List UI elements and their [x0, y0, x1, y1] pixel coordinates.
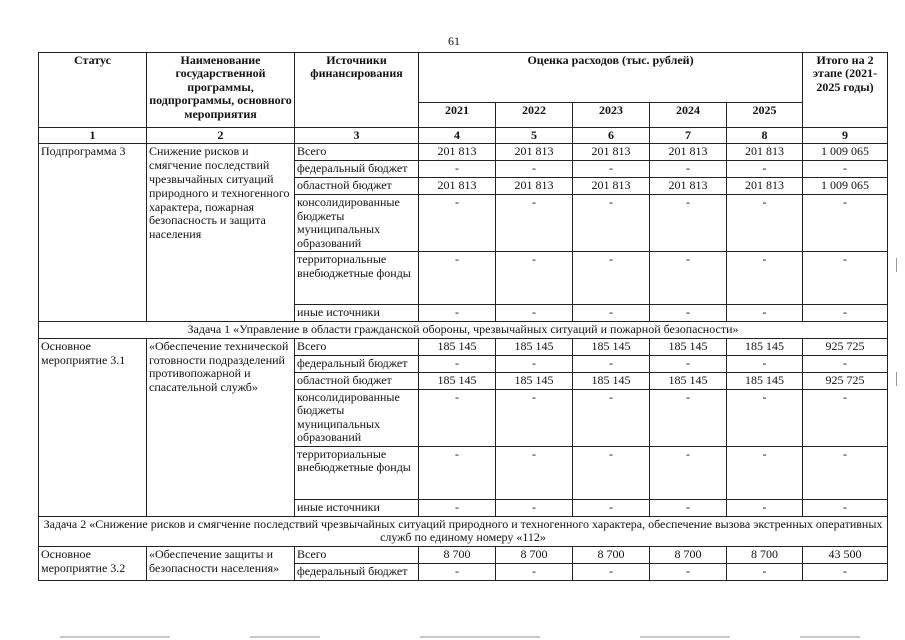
year-value-cell: 185 145 — [727, 372, 803, 389]
year-value-cell: 185 145 — [573, 372, 650, 389]
total-value-cell: 43 500 — [803, 546, 888, 563]
year-value-cell: 185 145 — [573, 338, 650, 355]
year-value-cell: - — [650, 446, 727, 499]
funding-source-cell: иные источники — [295, 499, 419, 516]
header-total: Итого на 2 этапе (2021-2025 годы) — [803, 53, 888, 128]
year-value-cell: 201 813 — [573, 144, 650, 161]
year-value-cell: - — [727, 161, 803, 178]
year-value-cell: - — [727, 305, 803, 322]
funding-source-cell: федеральный бюджет — [295, 355, 419, 372]
year-value-cell: 8 700 — [496, 546, 573, 563]
year-value-cell: - — [496, 161, 573, 178]
column-number: 4 — [419, 128, 496, 144]
column-number: 7 — [650, 128, 727, 144]
year-value-cell: - — [573, 563, 650, 580]
year-value-cell: 201 813 — [496, 178, 573, 195]
task-title: Задача 1 «Управление в области гражданской обороны, чрезвычайных ситуаций и пожарной безопасности» — [39, 322, 888, 338]
year-value-cell: 8 700 — [573, 546, 650, 563]
year-value-cell: - — [573, 252, 650, 305]
year-value-cell: - — [419, 389, 496, 446]
status-cell: Основное мероприятие 3.2 — [39, 546, 147, 580]
total-value-cell: 925 725 — [803, 372, 888, 389]
year-value-cell: 185 145 — [650, 372, 727, 389]
year-value-cell: - — [496, 446, 573, 499]
total-value-cell: 925 725 — [803, 338, 888, 355]
year-value-cell: - — [573, 446, 650, 499]
year-value-cell: - — [727, 195, 803, 252]
year-value-cell: - — [650, 389, 727, 446]
header-costs: Оценка расходов (тыс. рублей) — [419, 53, 803, 103]
status-cell: Основное мероприятие 3.1 — [39, 338, 147, 516]
funding-source-cell: Всего — [295, 144, 419, 161]
year-value-cell: 201 813 — [496, 144, 573, 161]
year-value-cell: 201 813 — [419, 144, 496, 161]
year-value-cell: - — [727, 355, 803, 372]
funding-source-cell: территориальные внебюджетные фонды — [295, 252, 419, 305]
year-value-cell: 201 813 — [419, 178, 496, 195]
year-value-cell: - — [419, 355, 496, 372]
year-value-cell: - — [419, 563, 496, 580]
year-value-cell: - — [573, 355, 650, 372]
total-value-cell: - — [803, 563, 888, 580]
year-value-cell: - — [496, 252, 573, 305]
total-value-cell: - — [803, 252, 888, 305]
year-value-cell: 185 145 — [419, 338, 496, 355]
total-value-cell: 1 009 065 — [803, 144, 888, 161]
year-value-cell: 201 813 — [650, 144, 727, 161]
year-value-cell: - — [650, 355, 727, 372]
year-value-cell: 201 813 — [727, 144, 803, 161]
year-value-cell: 185 145 — [496, 338, 573, 355]
year-value-cell: 185 145 — [496, 372, 573, 389]
header-year: 2023 — [573, 103, 650, 128]
year-value-cell: - — [419, 446, 496, 499]
budget-table — [38, 52, 888, 581]
funding-source-cell: Всего — [295, 338, 419, 355]
column-number: 8 — [727, 128, 803, 144]
table-row — [39, 338, 888, 355]
year-value-cell: - — [650, 499, 727, 516]
program-name-cell: «Обеспечение защиты и безопасности населения» — [147, 546, 295, 580]
header-sources: Источники финансирования — [295, 53, 419, 128]
year-value-cell: - — [419, 499, 496, 516]
funding-source-cell: территориальные внебюджетные фонды — [295, 446, 419, 499]
year-value-cell: - — [727, 389, 803, 446]
column-number: 5 — [496, 128, 573, 144]
page-number: 61 — [448, 34, 460, 48]
year-value-cell: - — [419, 195, 496, 252]
year-value-cell: 8 700 — [419, 546, 496, 563]
year-value-cell: - — [727, 499, 803, 516]
column-number: 9 — [803, 128, 888, 144]
task-title: Задача 2 «Снижение рисков и смягчение последствий чрезвычайных ситуаций природного и техногенного характера, обеспечение вызова экстренных оперативных служб по единому номеру «112» — [39, 516, 888, 546]
year-value-cell: 8 700 — [650, 546, 727, 563]
year-value-cell: - — [573, 161, 650, 178]
column-number: 6 — [573, 128, 650, 144]
header-name: Наименование государственной программы, подпрограммы, основного мероприятия — [147, 53, 295, 128]
task-row — [39, 322, 888, 338]
year-value-cell: 185 145 — [419, 372, 496, 389]
funding-source-cell: консолидированные бюджеты муниципальных образований — [295, 195, 419, 252]
task-row — [39, 516, 888, 546]
year-value-cell: - — [496, 355, 573, 372]
total-value-cell: - — [803, 195, 888, 252]
year-value-cell: - — [419, 161, 496, 178]
column-number: 2 — [147, 128, 295, 144]
year-value-cell: 201 813 — [727, 178, 803, 195]
header-year: 2021 — [419, 103, 496, 128]
year-value-cell: - — [650, 252, 727, 305]
total-value-cell: 1 009 065 — [803, 178, 888, 195]
total-value-cell: - — [803, 161, 888, 178]
year-value-cell: - — [727, 563, 803, 580]
funding-source-cell: федеральный бюджет — [295, 563, 419, 580]
program-name-cell: «Обеспечение технической готовности подразделений противопожарной и спасательной служб» — [147, 338, 295, 516]
column-number: 3 — [295, 128, 419, 144]
year-value-cell: - — [496, 195, 573, 252]
year-value-cell: - — [496, 499, 573, 516]
year-value-cell: - — [727, 252, 803, 305]
year-value-cell: - — [419, 305, 496, 322]
year-value-cell: - — [727, 446, 803, 499]
year-value-cell: 185 145 — [727, 338, 803, 355]
total-value-cell: - — [803, 499, 888, 516]
header-year: 2024 — [650, 103, 727, 128]
total-value-cell: - — [803, 355, 888, 372]
year-value-cell: - — [573, 195, 650, 252]
total-value-cell: - — [803, 446, 888, 499]
year-value-cell: 185 145 — [650, 338, 727, 355]
total-value-cell: - — [803, 305, 888, 322]
funding-source-cell: областной бюджет — [295, 178, 419, 195]
program-name-cell: Снижение рисков и смягчение последствий чрезвычайных ситуаций природного и техногенного характера, пожарная безопасность и защита населения — [147, 144, 295, 322]
total-value-cell: - — [803, 389, 888, 446]
funding-source-cell: иные источники — [295, 305, 419, 322]
year-value-cell: - — [650, 563, 727, 580]
table-row — [39, 546, 888, 563]
table-row — [39, 144, 888, 161]
funding-source-cell: областной бюджет — [295, 372, 419, 389]
status-cell: Подпрограмма 3 — [39, 144, 147, 322]
funding-source-cell: консолидированные бюджеты муниципальных образований — [295, 389, 419, 446]
year-value-cell: - — [650, 305, 727, 322]
year-value-cell: - — [573, 389, 650, 446]
year-value-cell: - — [573, 499, 650, 516]
year-value-cell: - — [496, 563, 573, 580]
header-year: 2022 — [496, 103, 573, 128]
column-number: 1 — [39, 128, 147, 144]
year-value-cell: 201 813 — [573, 178, 650, 195]
year-value-cell: - — [573, 305, 650, 322]
year-value-cell: 201 813 — [650, 178, 727, 195]
funding-source-cell: федеральный бюджет — [295, 161, 419, 178]
year-value-cell: 8 700 — [727, 546, 803, 563]
header-status: Статус — [39, 53, 147, 128]
header-year: 2025 — [727, 103, 803, 128]
year-value-cell: - — [650, 161, 727, 178]
year-value-cell: - — [419, 252, 496, 305]
year-value-cell: - — [650, 195, 727, 252]
year-value-cell: - — [496, 389, 573, 446]
year-value-cell: - — [496, 305, 573, 322]
funding-source-cell: Всего — [295, 546, 419, 563]
